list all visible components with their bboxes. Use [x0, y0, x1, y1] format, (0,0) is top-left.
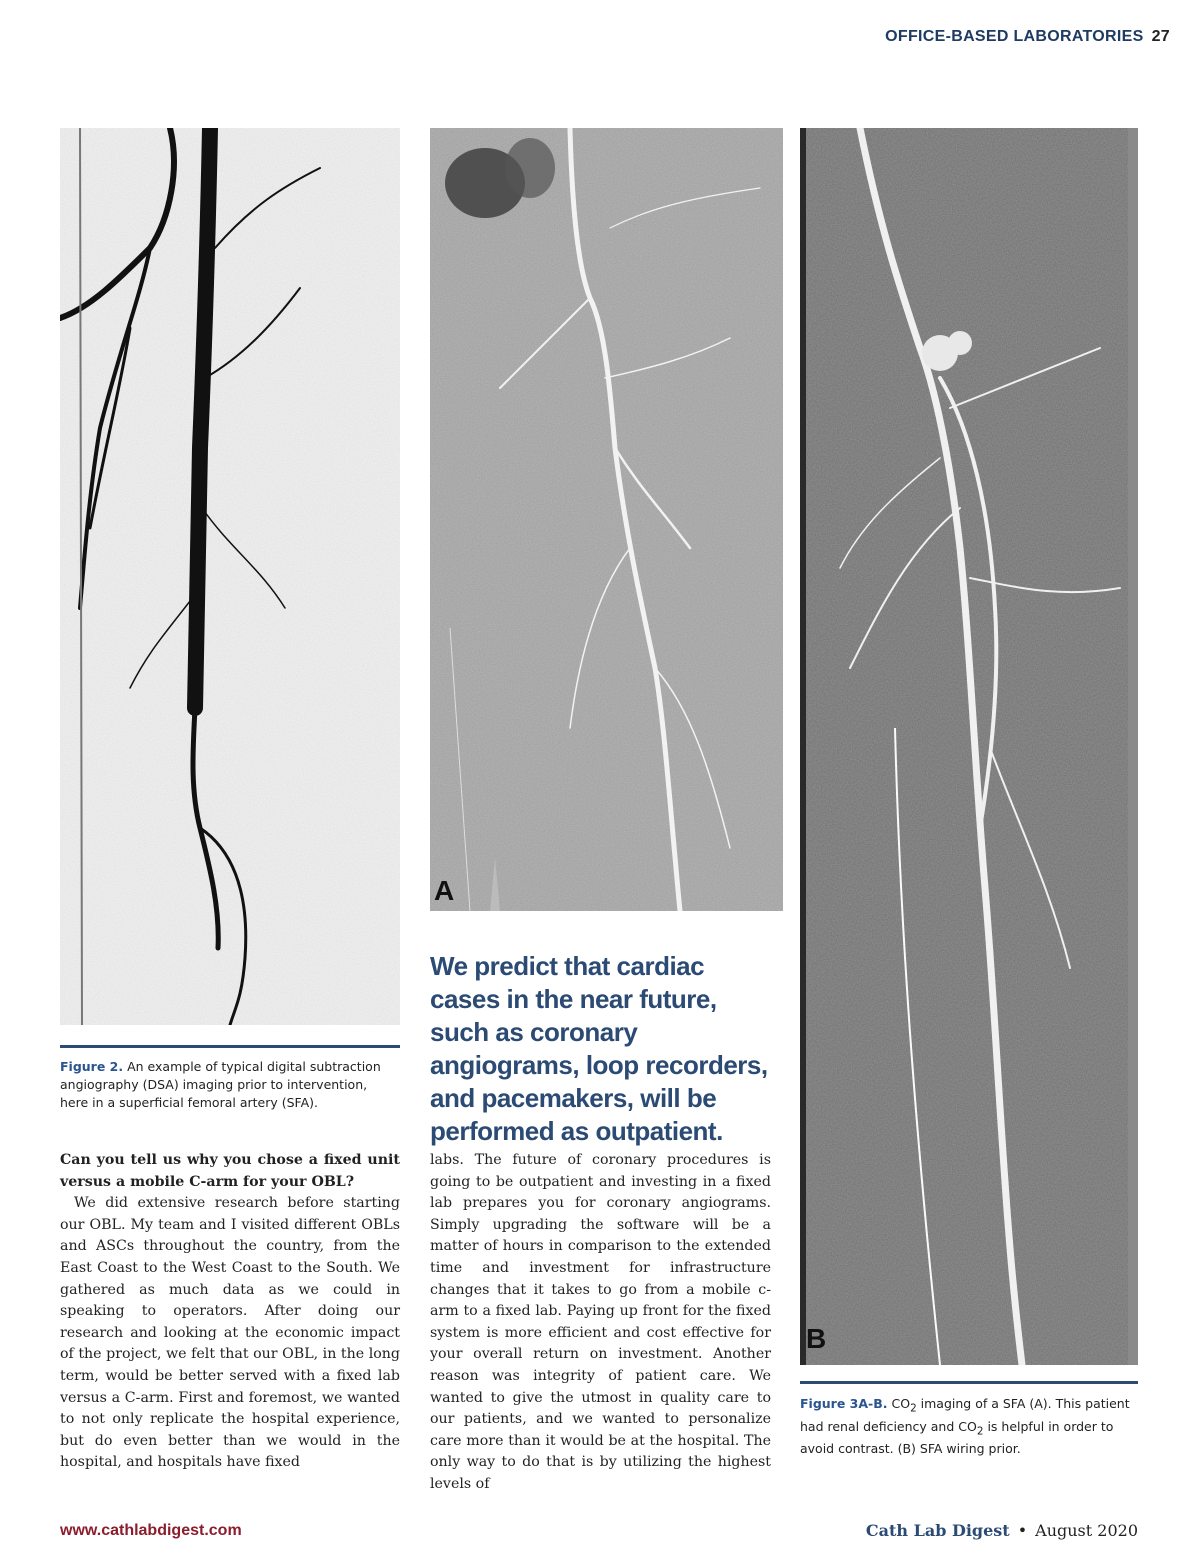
figure-3-label: Figure 3A-B. — [800, 1396, 888, 1411]
publication-name: Cath Lab Digest — [865, 1521, 1010, 1540]
figure-3-rule — [800, 1381, 1138, 1384]
figure-2-text: An example of typical digital subtraction angiography (DSA) imaging prior to intervention, here in a superficial femoral artery (SFA). — [60, 1059, 381, 1110]
footer-url-link[interactable]: www.cathlabdigest.com — [60, 1522, 242, 1539]
article-column-2 — [430, 1150, 771, 1496]
panel-label-a: A — [434, 875, 455, 906]
figure-3-caption — [800, 1395, 1135, 1458]
running-header — [885, 28, 1170, 46]
figure-2-rule — [60, 1045, 400, 1048]
pull-quote: We predict that cardiac cases in the near future, such as coronary angiograms, loop recorders, and pacemakers, will be performed as outpatient. — [430, 951, 768, 1146]
footer-separator: • — [1017, 1521, 1028, 1540]
figure-2-label: Figure 2. — [60, 1059, 124, 1074]
figure-2-caption — [60, 1058, 395, 1112]
footer-publication — [866, 1521, 1138, 1540]
issue-date: August 2020 — [1035, 1521, 1138, 1540]
interview-question: Can you tell us why you chose a fixed unit versus a mobile C-arm for your OBL? — [60, 1152, 400, 1190]
section-title: OFFICE-BASED LABORATORIES — [885, 28, 1144, 45]
figure-3-text-2: imaging of a SFA (A). This patient had renal deficiency and CO — [800, 1396, 1130, 1434]
article-paragraph-1: We did extensive research before starting our OBL. My team and I visited different OBLs and ASCs throughout the country, from the East Coast to the West Coast to the South. We gathered as much data as we could in speaking to operators. After doing our research and looking at the economic impact of the project, we felt that our OBL, in the long term, would be better served with a fixed lab versus a C-arm. First and foremost, we wanted to not only replicate the hospital experience, but do even better than we would in the hospital, and hospitals have fixed — [60, 1195, 400, 1471]
figure-3b-image — [800, 128, 1138, 1365]
panel-label-b: B — [806, 1323, 827, 1354]
figure-3-subscript-1: 2 — [910, 1402, 917, 1415]
article-paragraph-2: labs. The future of coronary procedures is going to be outpatient and investing in a fixed lab prepares you for coronary angiograms. Simply upgrading the software will be a matter of hours in comparison to the extended time and investment for infrastructure changes that it takes to go from a mobile c-arm to a fixed lab. Paying up front for the fixed system is more efficient and cost effective for your overall return on investment. Another reason was integrity of patient care. We wanted to give the utmost in quality care to our patients, and we wanted to personalize care more than it would be at the hospital. The only way to do that is by utilizing the highest levels of — [430, 1152, 771, 1492]
figure-3-subscript-2: 2 — [976, 1425, 984, 1437]
page-number: 27 — [1151, 28, 1170, 45]
figure-3a-image — [430, 128, 783, 911]
article-column-1 — [60, 1150, 400, 1474]
figure-3-text-3: is helpful in order to avoid contrast. (B) SFA wiring prior. — [800, 1418, 1114, 1456]
figure-2-image — [60, 128, 400, 1025]
figure-3-text-1: CO — [891, 1396, 911, 1411]
